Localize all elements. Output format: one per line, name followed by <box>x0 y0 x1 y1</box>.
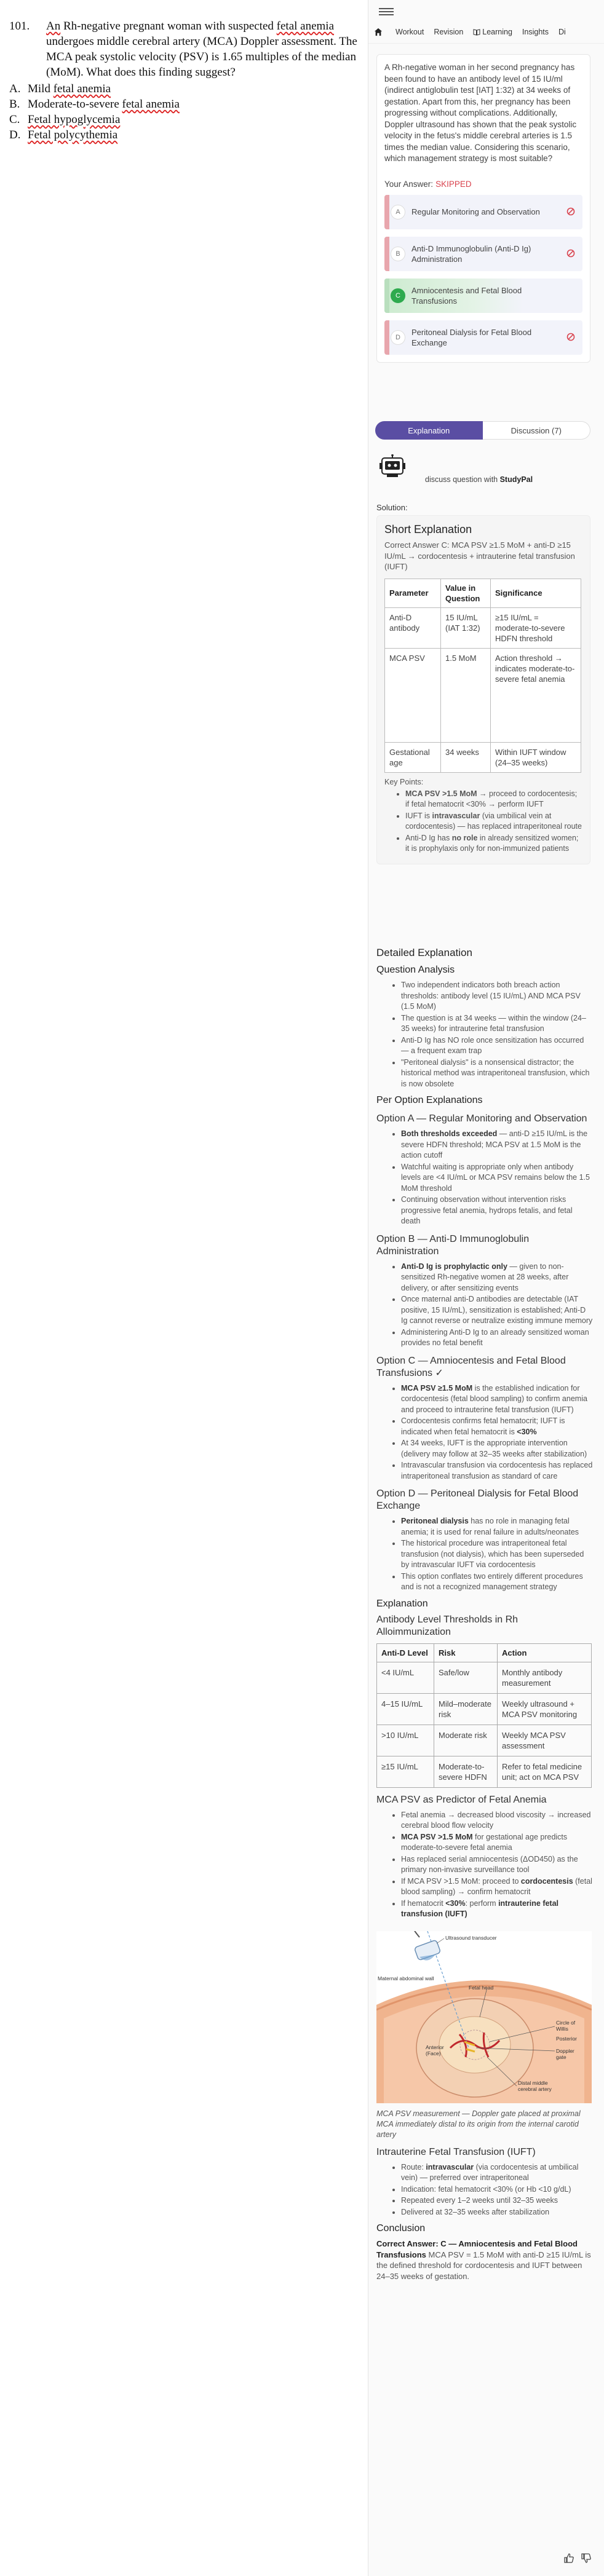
fig-label-transducer: Ultrasound transducer <box>445 1934 497 1941</box>
per-option-title: Per Option Explanations <box>376 1095 483 1105</box>
list-item: • Repeated every 1–2 weeks until 32–35 weeks <box>401 2195 593 2207</box>
list-item: • IUFT is intravascular (via umbilical vein at cordocentesis) — has replaced intraperitoneal route <box>405 811 582 832</box>
list-item: • MCA PSV ≥1.5 MoM is the established indication for cordocentesis (fetal blood sampling) to confirm anemia and proceed to intrauterine fetal transfusion (IUFT) <box>401 1383 593 1416</box>
option-d-title: Option D — Peritoneal Dialysis for Fetal Blood Exchange <box>376 1488 579 1511</box>
option-b-title: Option B — Anti-D Immunoglobulin Administration <box>376 1233 530 1257</box>
option-a-list <box>376 1129 593 1227</box>
table-header: Value in Question <box>441 579 491 607</box>
choice-text: Regular Monitoring and Observation <box>411 207 540 216</box>
question-block <box>0 18 360 143</box>
no-entry-icon <box>566 333 575 341</box>
option-c-title: Option C — Amniocentesis and Fetal Blood Transfusions ✓ <box>376 1355 566 1378</box>
home-icon[interactable] <box>371 25 386 39</box>
table-row: Anti-D antibody 15 IU/mL (IAT 1:32) ≥15 IU/mL = moderate-to-severe HDFN threshold <box>385 607 581 648</box>
fig-label-head: Fetal head <box>469 1984 494 1991</box>
question-number: 101. <box>9 20 30 33</box>
svg-text:Willis: Willis <box>556 2025 568 2032</box>
choice-badge: B <box>391 247 405 261</box>
key-points-list <box>384 789 582 854</box>
choice-badge: C <box>391 288 405 303</box>
conclusion-title: Conclusion <box>376 2223 426 2234</box>
list-item: • Watchful waiting is appropriate only when antibody levels are <4 IU/mL or MCA PSV remains below the 1.5 MoM threshold <box>401 1162 593 1195</box>
list-item: • Anti-D Ig has NO role once sensitization has occurred — a frequent exam trap <box>401 1035 593 1057</box>
fig-label-wall1: Maternal abdominal wall <box>378 1975 434 1981</box>
nav-insights[interactable]: Insights <box>522 28 549 36</box>
key-points-label: Key Points: <box>384 777 424 786</box>
list-item: • Continuing observation without intervention risks progressive fetal anemia, hydrops fetalis, and fetal death <box>401 1195 593 1227</box>
option-d[interactable]: D. Fetal polycythemia <box>9 128 118 141</box>
detailed-explanation-title: Detailed Explanation <box>376 947 472 958</box>
choice-a[interactable] <box>384 195 582 229</box>
choice-badge: A <box>391 205 405 219</box>
list-item: • Has replaced serial amniocentesis (ΔOD450) as the primary non-invasive surveillance tool <box>401 1854 593 1876</box>
svg-text:gate: gate <box>556 2053 566 2060</box>
option-d-list <box>376 1516 593 1593</box>
option-a-text: Mild fetal anemia <box>28 82 111 95</box>
iuft-title: Intrauterine Fetal Transfusion (IUFT) <box>376 2146 536 2157</box>
choice-text: Peritoneal Dialysis for Fetal Blood Exchange <box>411 327 532 347</box>
tab-explanation[interactable]: Explanation <box>375 421 483 440</box>
list-item: • Route: intravascular (via cordocentesis at umbilical vein) — preferred over intraperitoneal <box>401 2162 593 2184</box>
list-item: • This option conflates two entirely different procedures and is not a recognized management strategy <box>401 1571 593 1593</box>
choice-badge: D <box>391 330 405 345</box>
option-a-title: Option A — Regular Monitoring and Observation <box>376 1113 587 1124</box>
parameter-table <box>384 579 581 773</box>
list-item: • Cordocentesis confirms fetal hematocrit; IUFT is indicated when fetal hematocrit is <30% <box>401 1416 593 1437</box>
list-item: • If MCA PSV >1.5 MoM: proceed to cordocentesis (fetal blood sampling) → confirm hematocrit <box>401 1876 593 1898</box>
mca-psv-title: MCA PSV as Predictor of Fetal Anemia <box>376 1794 547 1805</box>
nav-learning[interactable]: Learning <box>473 28 512 36</box>
explanation-tabs <box>375 421 590 440</box>
table-header: Significance <box>491 579 581 607</box>
option-b-text: Moderate-to-severe fetal anemia <box>28 98 180 111</box>
option-d-text: Fetal polycythemia <box>28 128 118 141</box>
option-b[interactable]: B. Moderate-to-severe fetal anemia <box>9 98 180 111</box>
studypal-brand: Study <box>499 475 522 484</box>
list-item: • Two independent indicators both breach action thresholds: antibody level (15 IU/mL) AND MCA PSV (1.5 MoM) <box>401 980 593 1013</box>
table-header: Anti-D Level <box>377 1643 434 1662</box>
choice-text: Amniocentesis and Fetal Blood Transfusions <box>411 285 522 306</box>
list-item: • Fetal anemia → decreased blood viscosity → increased cerebral blood flow velocity <box>401 1810 593 1831</box>
list-item: • Peritoneal dialysis has no role in managing fetal anemia; it is used for renal failure in adults/neonates <box>401 1516 593 1538</box>
svg-text:(Face): (Face) <box>426 2050 441 2056</box>
mca-psv-list <box>376 1810 593 1920</box>
choice-d[interactable] <box>384 320 582 355</box>
list-item: • The historical procedure was intraperitoneal fetal transfusion (not dialysis), which has been superseded by intravascular IUFT via cordocentesis <box>401 1538 593 1571</box>
short-correct-answer: Correct Answer C: MCA PSV ≥1.5 MoM + anti-D ≥15 IU/mL → cordocentesis + intrauterine fetal transfusion (IUFT) <box>384 540 575 571</box>
solution-label: Solution: <box>376 503 408 512</box>
list-item: • Delivered at 32–35 weeks after stabilization <box>401 2207 593 2218</box>
option-c-text: Fetal hypoglycemia <box>28 113 121 126</box>
list-item: • The question is at 34 weeks — within the window (24–35 weeks) for intrauterine fetal transfusion <box>401 1013 593 1035</box>
option-a[interactable]: A. Mild fetal anemia <box>9 82 111 95</box>
list-item: • At 34 weeks, IUFT is the appropriate intervention (delivery may follow at 32–35 weeks after stabilization) <box>401 1438 593 1460</box>
list-item: • Anti-D Ig has no role in already sensitized women; it is prophylaxis only for non-immunized patients <box>405 833 582 854</box>
no-entry-icon <box>566 249 575 258</box>
thumbs-down-icon[interactable] <box>581 2553 592 2564</box>
menu-icon[interactable] <box>379 6 394 16</box>
choice-b[interactable] <box>384 237 582 271</box>
no-entry-icon <box>566 207 575 216</box>
table-header: Parameter <box>385 579 441 607</box>
table-row: MCA PSV 1.5 MoM Action threshold → indicates moderate-to-severe fetal anemia <box>385 648 581 742</box>
list-item: • Both thresholds exceeded — anti-D ≥15 IU/mL is the severe HDFN threshold; MCA PSV at 1.5 MoM is the action cutoff <box>401 1129 593 1161</box>
fig-label-willis: Circle of <box>556 2019 576 2026</box>
table-row: 4–15 IU/mL Mild–moderate risk Weekly ultrasound + MCA PSV monitoring <box>377 1693 592 1725</box>
detailed-explanation <box>376 947 593 2282</box>
antibody-table <box>376 1643 592 1788</box>
question-analysis-title: Question Analysis <box>376 965 455 975</box>
option-c[interactable]: C. Fetal hypoglycemia <box>9 113 121 126</box>
short-explanation-card <box>376 515 590 864</box>
list-item: • Administering Anti-D Ig to an already sensitized woman provides no fetal benefit <box>401 1327 593 1349</box>
your-answer: Your Answer: SKIPPED <box>384 179 472 189</box>
table-row: Gestational age 34 weeks Within IUFT window (24–35 weeks) <box>385 742 581 772</box>
nav-divider <box>368 43 604 44</box>
svg-text:cerebral artery: cerebral artery <box>518 2085 552 2092</box>
top-nav <box>371 25 604 39</box>
nav-discussions[interactable]: Di <box>558 28 566 36</box>
list-item: • Once maternal anti-D antibodies are detectable (IAT positive, 15 IU/mL), sensitization is established; Anti-D Ig cannot reverse or neutralize existing immune memory <box>401 1294 593 1327</box>
question-text: An Rh-negative pregnant woman with suspected fetal anemia undergoes middle cerebral artery (MCA) Doppler assessment. The MCA peak systolic velocity (PSV) is 1.65 multiples of the median (MoM). What does this finding suggest? <box>46 20 357 79</box>
fig-label-gate: Doppler <box>556 2047 574 2054</box>
list-item: • If hematocrit <30%: perform intrauterine fetal transfusion (IUFT) <box>401 1898 593 1920</box>
table-row: >10 IU/mL Moderate risk Weekly MCA PSV assessment <box>377 1725 592 1756</box>
table-row: ≥15 IU/mL Moderate-to-severe HDFN Refer to fetal medicine unit; act on MCA PSV <box>377 1756 592 1787</box>
list-item: • MCA PSV >1.5 MoM for gestational age predicts moderate-to-severe fetal anemia <box>401 1832 593 1854</box>
table-row: <4 IU/mL Safe/low Monthly antibody measurement <box>377 1662 592 1693</box>
list-item: • MCA PSV >1.5 MoM → proceed to cordocentesis; if fetal hematocrit <30% → perform IUFT <box>405 789 582 810</box>
question-card <box>376 54 590 363</box>
short-explanation-title: Short Explanation <box>384 523 472 535</box>
table-header: Action <box>498 1643 592 1662</box>
fig-label-anterior: Anterior <box>426 2044 444 2050</box>
question-analysis-list <box>376 980 593 1089</box>
answer-status: SKIPPED <box>435 179 472 189</box>
option-b-list <box>376 1262 593 1349</box>
mca-doppler-figure <box>376 1931 592 2103</box>
explanation-title: Explanation <box>376 1598 428 1609</box>
list-item: • "Peritoneal dialysis" is a nonsensical distractor; the historical method was intraperitoneal transfusion, which is now obsolete <box>401 1057 593 1090</box>
nav-revision[interactable]: Revision <box>434 28 464 36</box>
tab-discussion[interactable]: Discussion (7) <box>483 421 591 440</box>
fig-label-mca: Distal middle <box>518 2079 548 2086</box>
figure-caption: MCA PSV measurement — Doppler gate placed at proximal MCA immediately distal to its origin from the internal carotid artery <box>376 2109 581 2139</box>
list-item: • Anti-D Ig is prophylactic only — given to non-sensitized Rh-negative women at 28 weeks, after delivery, or after sensitizing events <box>401 1262 593 1294</box>
robot-icon <box>378 454 410 479</box>
option-c-list <box>376 1383 593 1482</box>
table-header: Risk <box>434 1643 498 1662</box>
conclusion-text: Correct Answer: C — Amniocentesis and Fetal Blood Transfusions MCA PSV = 1.5 MoM with anti-D ≥15 IU/mL is the defined threshold for cordocentesis and IUFT between 24–35 weeks of gestation. <box>376 2239 591 2281</box>
nav-workout[interactable]: Workout <box>395 28 424 36</box>
book-icon <box>473 29 480 36</box>
thumbs-up-icon[interactable] <box>563 2553 574 2564</box>
studypal-discuss[interactable]: discuss question with StudyPal <box>378 452 587 483</box>
fig-label-posterior: Posterior <box>556 2035 578 2042</box>
choice-text: Anti-D Immunoglobulin (Anti-D Ig) Administration <box>411 243 531 264</box>
list-item: • Indication: fetal hematocrit <30% (or Hb <10 g/dL) <box>401 2184 593 2195</box>
question-stem: A Rh-negative woman in her second pregnancy has been found to have an antibody level of 15 IU/ml (indirect antiglobulin test [IAT] 1:32) at 34 weeks of gestation. Apart from this, her pregnancy has been progressing without complications. Additionally, Doppler ultrasound has shown that the peak systolic velocity in the fetus's middle cerebral arteries is 1.5 times the median value. Considering this scenario, which management strategy is most suitable? <box>384 63 577 163</box>
antibody-thresholds-title: Antibody Level Thresholds in Rh Alloimmunization <box>376 1614 519 1637</box>
list-item: • Intravascular transfusion via cordocentesis has replaced intraperitoneal transfusion as standard of care <box>401 1460 593 1482</box>
iuft-list <box>376 2162 593 2218</box>
choice-c[interactable] <box>384 279 582 313</box>
